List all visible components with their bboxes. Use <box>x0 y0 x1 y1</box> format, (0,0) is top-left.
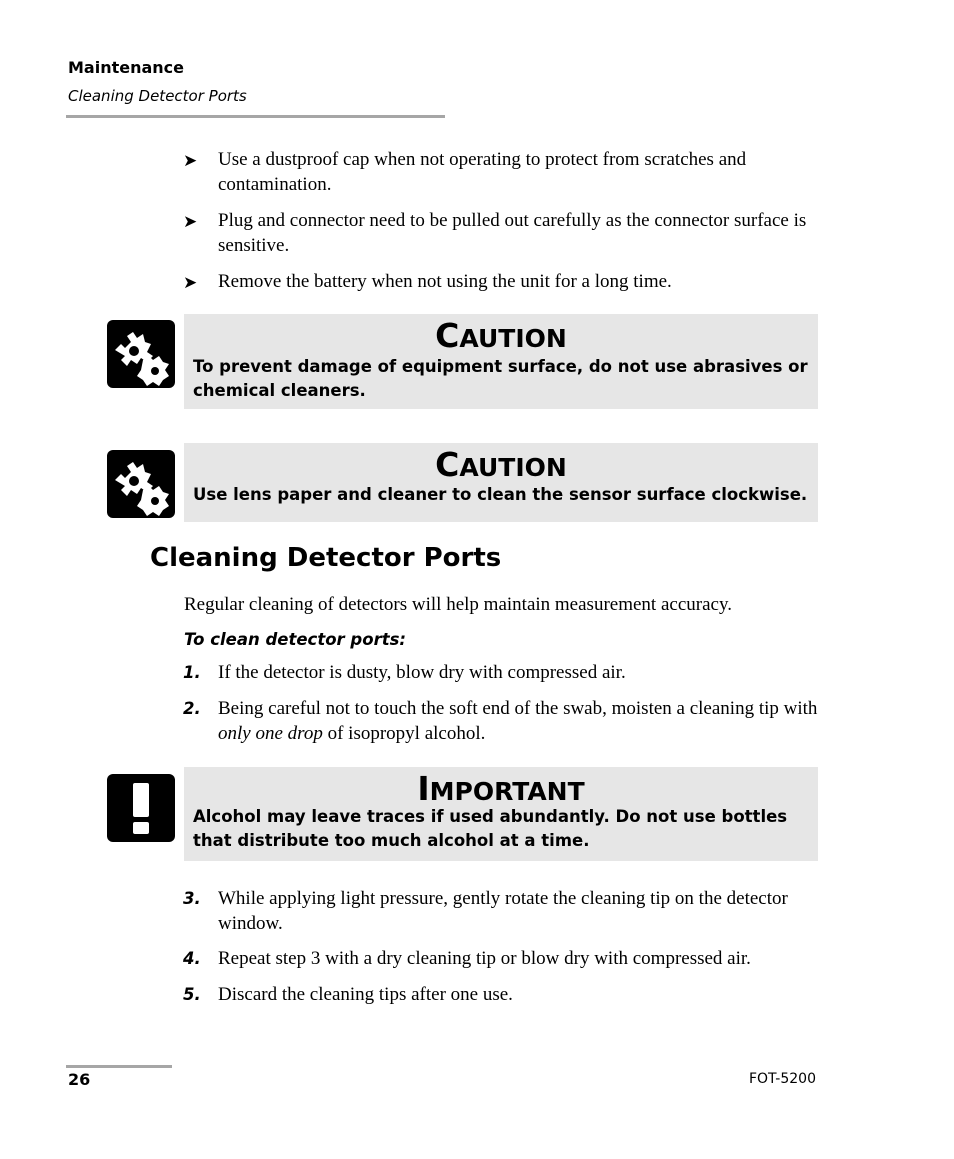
running-header-section: Maintenance <box>68 58 185 77</box>
important-box <box>184 767 818 861</box>
caution-title: CAUTION <box>435 445 567 484</box>
product-model: FOT-5200 <box>748 1071 816 1087</box>
step-text: If the detector is dusty, blow dry with compressed air. <box>218 662 626 683</box>
step-text: Repeat step 3 with a dry cleaning tip or blow dry with compressed air. <box>218 948 751 969</box>
emphasis-text: only one drop <box>218 723 323 744</box>
arrow-bullet-icon: ➤ <box>183 151 198 170</box>
exclamation-icon <box>107 774 175 842</box>
caution-box <box>184 314 818 409</box>
caution-text: To prevent damage of equipment surface, do not use abrasives or chemical cleaners. <box>193 357 808 400</box>
page-number: 26 <box>68 1070 91 1089</box>
section-heading: Cleaning Detector Ports <box>150 543 502 573</box>
arrow-bullet-icon: ➤ <box>183 212 198 231</box>
running-header-subsection: Cleaning Detector Ports <box>68 87 247 105</box>
step-number: 3. <box>183 889 201 908</box>
bullet-text: Use a dustproof cap when not operating to protect from scratches and contamination. <box>218 149 747 195</box>
step-number: 1. <box>183 663 201 682</box>
step-number: 4. <box>183 949 201 968</box>
footer-rule <box>66 1065 172 1068</box>
caution-box <box>184 443 818 522</box>
procedure-title: To clean detector ports: <box>184 630 407 649</box>
important-text: Alcohol may leave traces if used abundantly. Do not use bottles that distribute too much alcohol at a time. <box>193 807 788 850</box>
caution-gears-icon <box>107 320 175 388</box>
caution-title: CAUTION <box>435 316 567 355</box>
important-title: IMPORTANT <box>417 769 585 808</box>
step-text: Being careful not to touch the soft end of the swab, moisten a cleaning tip with only one drop of isopropyl alcohol. <box>218 698 818 744</box>
caution-gears-icon <box>107 450 175 518</box>
step-text: Discard the cleaning tips after one use. <box>218 984 513 1005</box>
header-rule <box>66 115 445 118</box>
bullet-text: Remove the battery when not using the unit for a long time. <box>218 271 672 292</box>
step-number: 2. <box>183 699 201 718</box>
bullet-text: Plug and connector need to be pulled out carefully as the connector surface is sensitive. <box>218 210 807 256</box>
caution-text: Use lens paper and cleaner to clean the sensor surface clockwise. <box>193 485 808 504</box>
step-number: 5. <box>183 985 201 1004</box>
arrow-bullet-icon: ➤ <box>183 273 198 292</box>
step-text: While applying light pressure, gently rotate the cleaning tip on the detector window. <box>218 888 788 934</box>
intro-paragraph: Regular cleaning of detectors will help maintain measurement accuracy. <box>184 594 732 615</box>
